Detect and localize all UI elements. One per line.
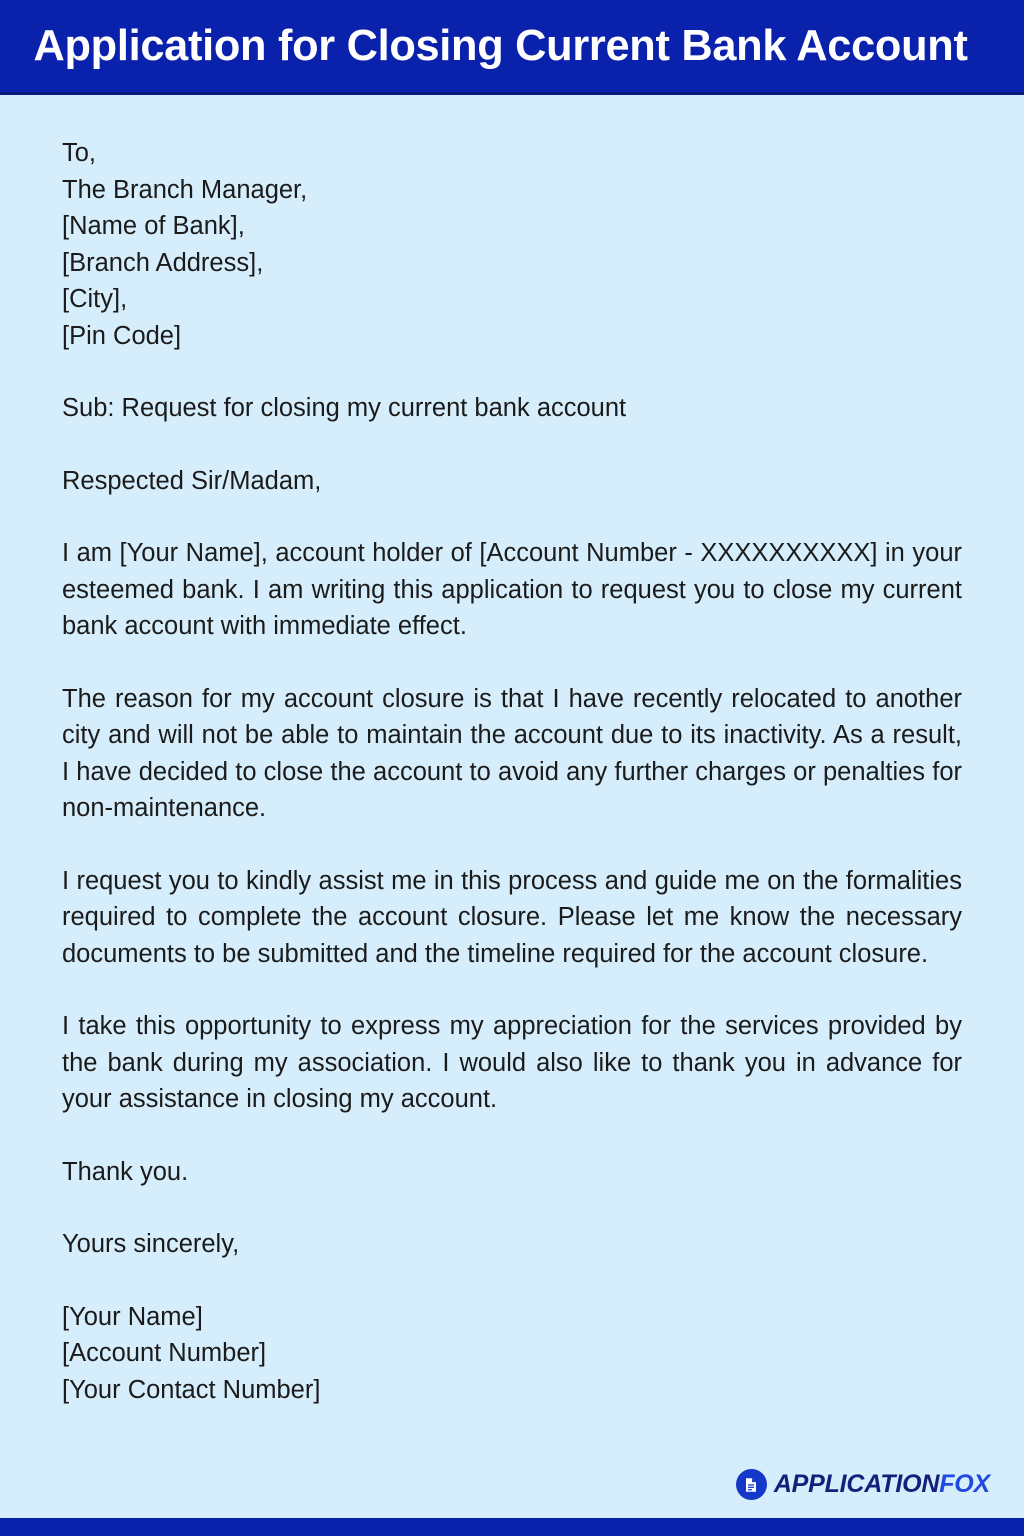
recipient-line-to: To, bbox=[62, 139, 97, 167]
spacer bbox=[62, 1190, 962, 1226]
spacer bbox=[62, 1118, 962, 1154]
spacer bbox=[62, 427, 962, 463]
spacer bbox=[62, 645, 962, 681]
body-paragraph-2: The reason for my account closure is that I have recently relocated to another city and will not be able to maintain the account due to its inactivity. As a result, I have decided to close the account to avoid any further charges or penalties for non-maintenance. bbox=[62, 684, 962, 822]
brand-name-primary: APPLICATION bbox=[773, 1470, 940, 1498]
thank-you-line: Thank you. bbox=[62, 1157, 189, 1186]
recipient-line-branch-address: [Branch Address], bbox=[62, 248, 264, 277]
signature-block bbox=[62, 1299, 962, 1409]
spacer bbox=[62, 827, 962, 863]
subject-line: Sub: Request for closing my current bank account bbox=[62, 394, 627, 422]
spacer bbox=[62, 1263, 962, 1299]
spacer bbox=[62, 354, 962, 390]
recipient-line-branch-manager: The Branch Manager, bbox=[62, 175, 308, 204]
spacer bbox=[62, 972, 962, 1008]
spacer bbox=[62, 499, 962, 535]
document-icon bbox=[736, 1469, 767, 1500]
recipient-line-bank-name: [Name of Bank], bbox=[62, 212, 245, 240]
body-paragraph-3: I request you to kindly assist me in this process and guide me on the formalities required to complete the account closure. Please let me know the necessary documents to be submitted and the timeline required for the account closure. bbox=[62, 866, 962, 968]
brand-name bbox=[774, 1472, 990, 1497]
signoff-line: Yours sincerely, bbox=[62, 1230, 240, 1258]
recipient-address-block bbox=[62, 135, 962, 354]
page-title: Application for Closing Current Bank Account bbox=[33, 21, 968, 70]
signature-line-name: [Your Name] bbox=[62, 1302, 203, 1331]
brand-logo bbox=[736, 1469, 990, 1500]
letter-body bbox=[0, 95, 1024, 1518]
recipient-line-pincode: [Pin Code] bbox=[62, 321, 182, 350]
recipient-line-city: [City], bbox=[62, 285, 128, 313]
signature-line-account-number: [Account Number] bbox=[62, 1339, 267, 1367]
body-paragraph-1: I am [Your Name], account holder of [Account Number - XXXXXXXXXX] in your esteemed bank. I am writing this application to request you to close my current bank account with immediate effect. bbox=[62, 539, 962, 640]
signature-line-contact-number: [Your Contact Number] bbox=[62, 1375, 321, 1404]
body-paragraph-4: I take this opportunity to express my appreciation for the services provided by the bank during my association. I would also like to thank you in advance for your assistance in closing my account. bbox=[62, 1012, 962, 1113]
document-footer bbox=[0, 1518, 1024, 1536]
document-header bbox=[0, 0, 1024, 95]
brand-name-secondary: FOX bbox=[939, 1470, 990, 1498]
salutation: Respected Sir/Madam, bbox=[62, 466, 322, 495]
